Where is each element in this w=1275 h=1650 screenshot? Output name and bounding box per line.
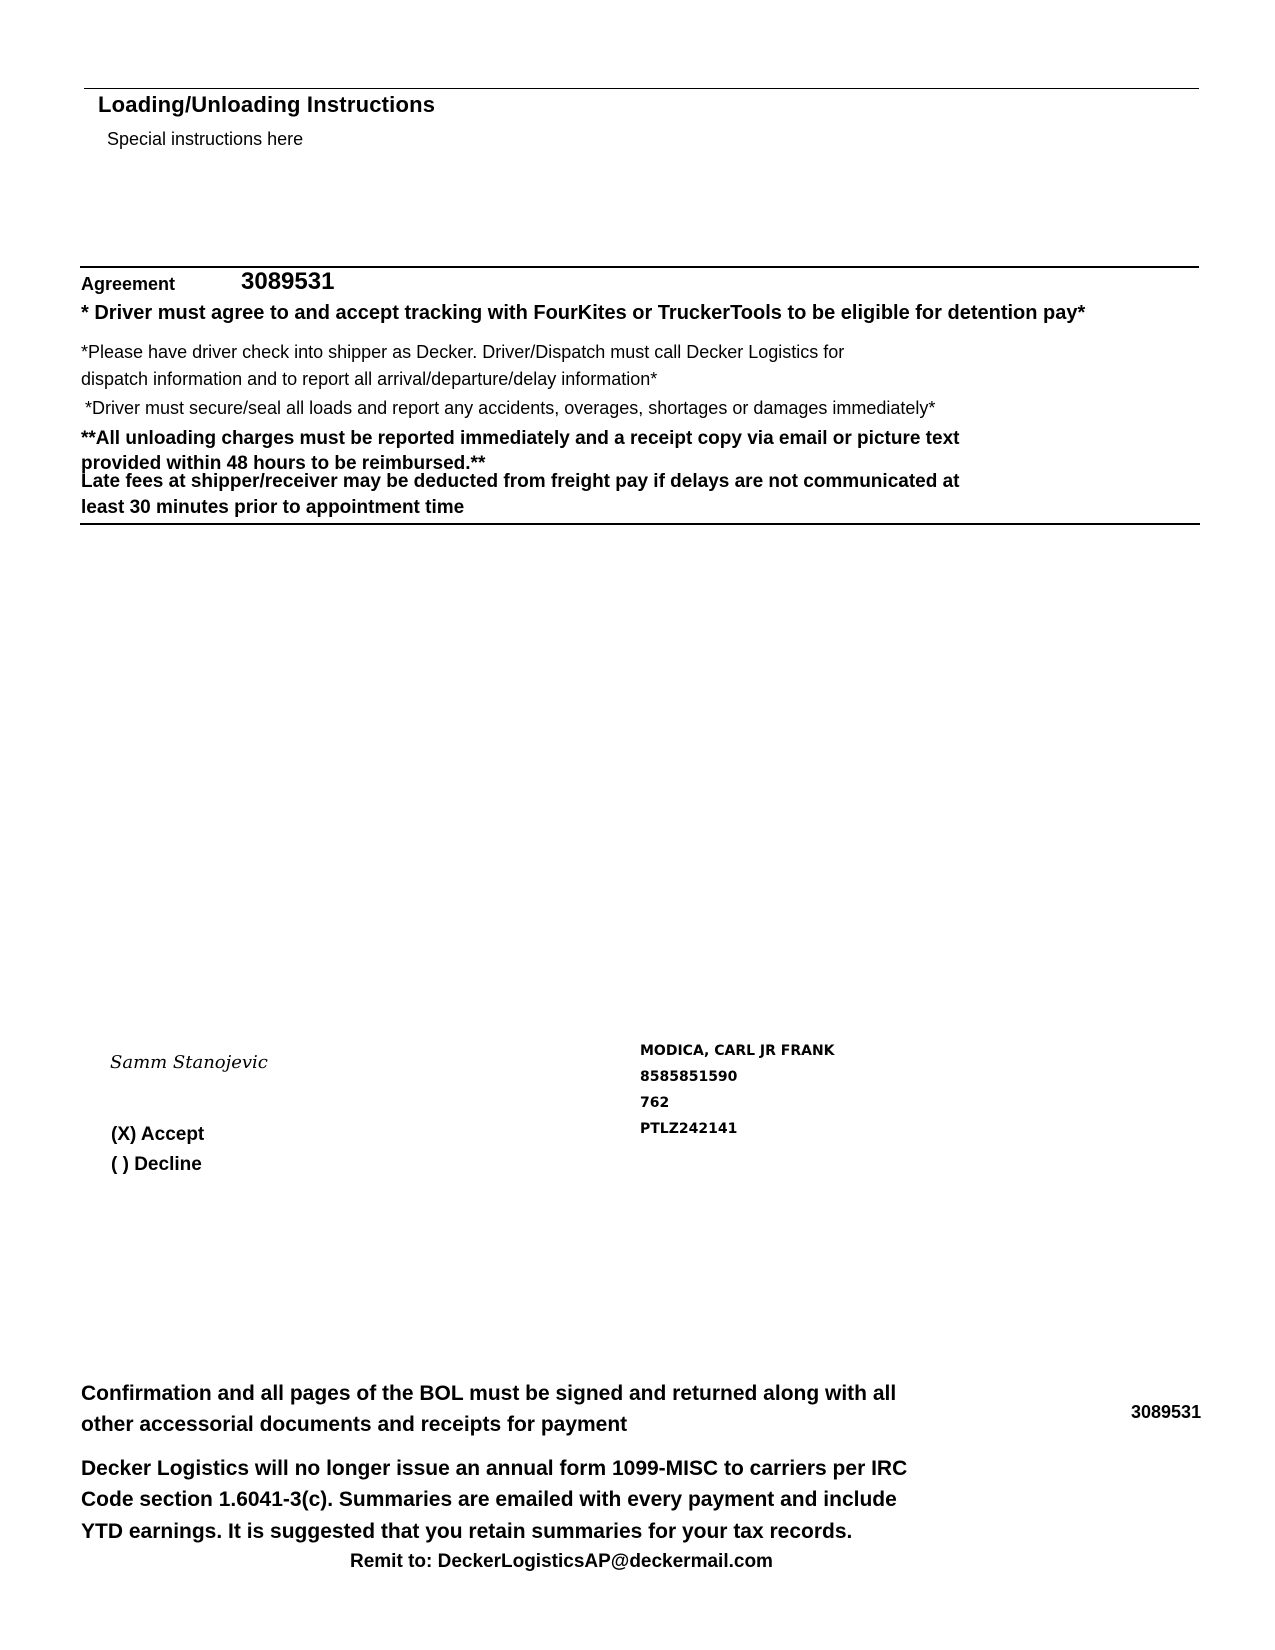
carrier-signature: Samm Stanojevic — [110, 1052, 268, 1073]
unloading-charges-line: **All unloading charges must be reported immediately and a receipt copy via email or picture text — [81, 428, 960, 449]
checkin-instructions-line: dispatch information and to report all arrival/departure/delay information* — [81, 369, 658, 389]
unloading-charges-line: provided within 48 hours to be reimbursed.** — [81, 453, 486, 474]
loading-instructions-title: Loading/Unloading Instructions — [98, 92, 436, 117]
decline-option[interactable]: ( ) Decline — [111, 1154, 202, 1175]
tax-notice-line: Decker Logistics will no longer issue an annual form 1099-MISC to carriers per IRC — [81, 1457, 908, 1480]
top-divider — [84, 88, 1199, 89]
tax-notice-line: YTD earnings. It is suggested that you retain summaries for your tax records. — [81, 1520, 853, 1543]
confirmation-notice-line: other accessorial documents and receipts for payment — [81, 1413, 628, 1436]
remit-to-email: Remit to: DeckerLogisticsAP@deckermail.com — [350, 1551, 773, 1572]
driver-name: MODICA, CARL JR FRANK — [640, 1043, 835, 1059]
instructions-divider — [80, 523, 1200, 525]
agreement-number: 3089531 — [241, 268, 335, 295]
checkin-instructions-line: *Please have driver check into shipper as Decker. Driver/Dispatch must call Decker Logistics for — [81, 342, 845, 362]
special-instructions-text: Special instructions here — [107, 129, 304, 149]
tracking-notice: * Driver must agree to and accept tracking with FourKites or TruckerTools to be eligible for detention pay* — [81, 302, 1086, 324]
confirmation-notice-line: Confirmation and all pages of the BOL must be signed and returned along with all — [81, 1382, 897, 1405]
driver-phone: 8585851590 — [640, 1069, 738, 1085]
secure-loads-notice: *Driver must secure/seal all loads and report any accidents, overages, shortages or damages immediately* — [85, 398, 936, 418]
footer-agreement-number: 3089531 — [1131, 1402, 1202, 1422]
late-fees-line: Late fees at shipper/receiver may be deducted from freight pay if delays are not communicated at — [81, 471, 960, 492]
tax-notice-line: Code section 1.6041-3(c). Summaries are emailed with every payment and include — [81, 1488, 897, 1511]
truck-number: PTLZ242141 — [640, 1121, 738, 1137]
late-fees-line: least 30 minutes prior to appointment time — [81, 497, 465, 518]
accept-option[interactable]: (X) Accept — [111, 1124, 205, 1145]
agreement-label: Agreement — [81, 274, 176, 294]
driver-number: 762 — [640, 1095, 670, 1111]
